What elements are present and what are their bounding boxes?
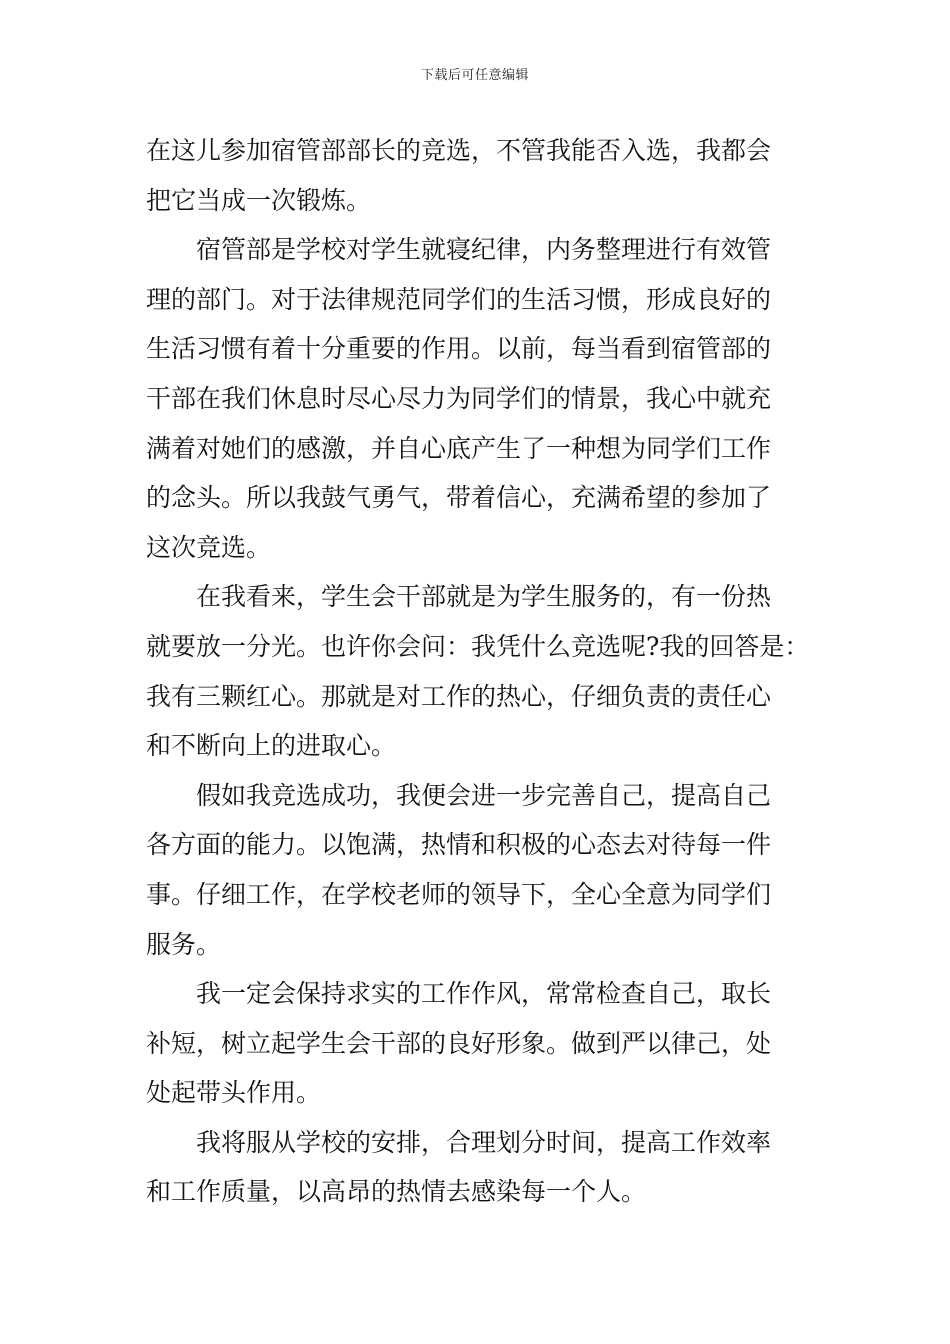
text-line: 满着对她们的感激，并自心底产生了一种想为同学们工作 <box>146 433 772 463</box>
text-line: 我有三颗红心。那就是对工作的热心，仔细负责的责任心 <box>146 681 772 711</box>
text-line: 把它当成一次锻炼。 <box>146 185 372 215</box>
paragraph-start-line: 宿管部是学校对学生就寝纪律，内务整理进行有效管 <box>196 235 772 265</box>
text-line: 和工作质量，以高昂的热情去感染每一个人。 <box>146 1177 647 1207</box>
text-line: 这次竞选。 <box>146 532 272 562</box>
text-line: 和不断向上的进取心。 <box>146 731 397 761</box>
paragraph-start-line: 我将服从学校的安排，合理划分时间，提高工作效率 <box>196 1127 772 1157</box>
paragraph-start-line: 在我看来，学生会干部就是为学生服务的，有一份热 <box>196 582 772 612</box>
page-header: 下载后可任意编辑 <box>420 68 529 83</box>
text-line: 事。仔细工作，在学校老师的领导下，全心全意为同学们 <box>146 879 772 909</box>
text-line: 在这儿参加宿管部部长的竞选，不管我能否入选，我都会 <box>146 136 772 165</box>
text-line: 补短，树立起学生会干部的良好形象。做到严以律己，处 <box>146 1028 772 1058</box>
text-line: 各方面的能力。以饱满，热情和积极的心态去对待每一件 <box>146 830 772 860</box>
text-line: 服务。 <box>146 929 222 959</box>
text-line: 干部在我们休息时尽心尽力为同学们的情景，我心中就充 <box>146 383 772 413</box>
text-line: 生活习惯有着十分重要的作用。以前，每当看到宿管部的 <box>146 334 772 364</box>
document-body <box>146 126 816 1217</box>
text-line: 的念头。所以我鼓气勇气，带着信心，充满希望的参加了 <box>146 483 772 513</box>
paragraph-start-line: 假如我竞选成功，我便会进一步完善自己，提高自己 <box>196 780 772 810</box>
text-line: 处起带头作用。 <box>146 1078 322 1108</box>
text-line: 就要放一分光。也许你会问：我凭什么竞选呢?我的回答是： <box>146 631 810 661</box>
text-line: 理的部门。对于法律规范同学们的生活习惯，形成良好的 <box>146 284 772 314</box>
paragraph-start-line: 我一定会保持求实的工作作风，常常检查自己，取长 <box>196 979 772 1009</box>
